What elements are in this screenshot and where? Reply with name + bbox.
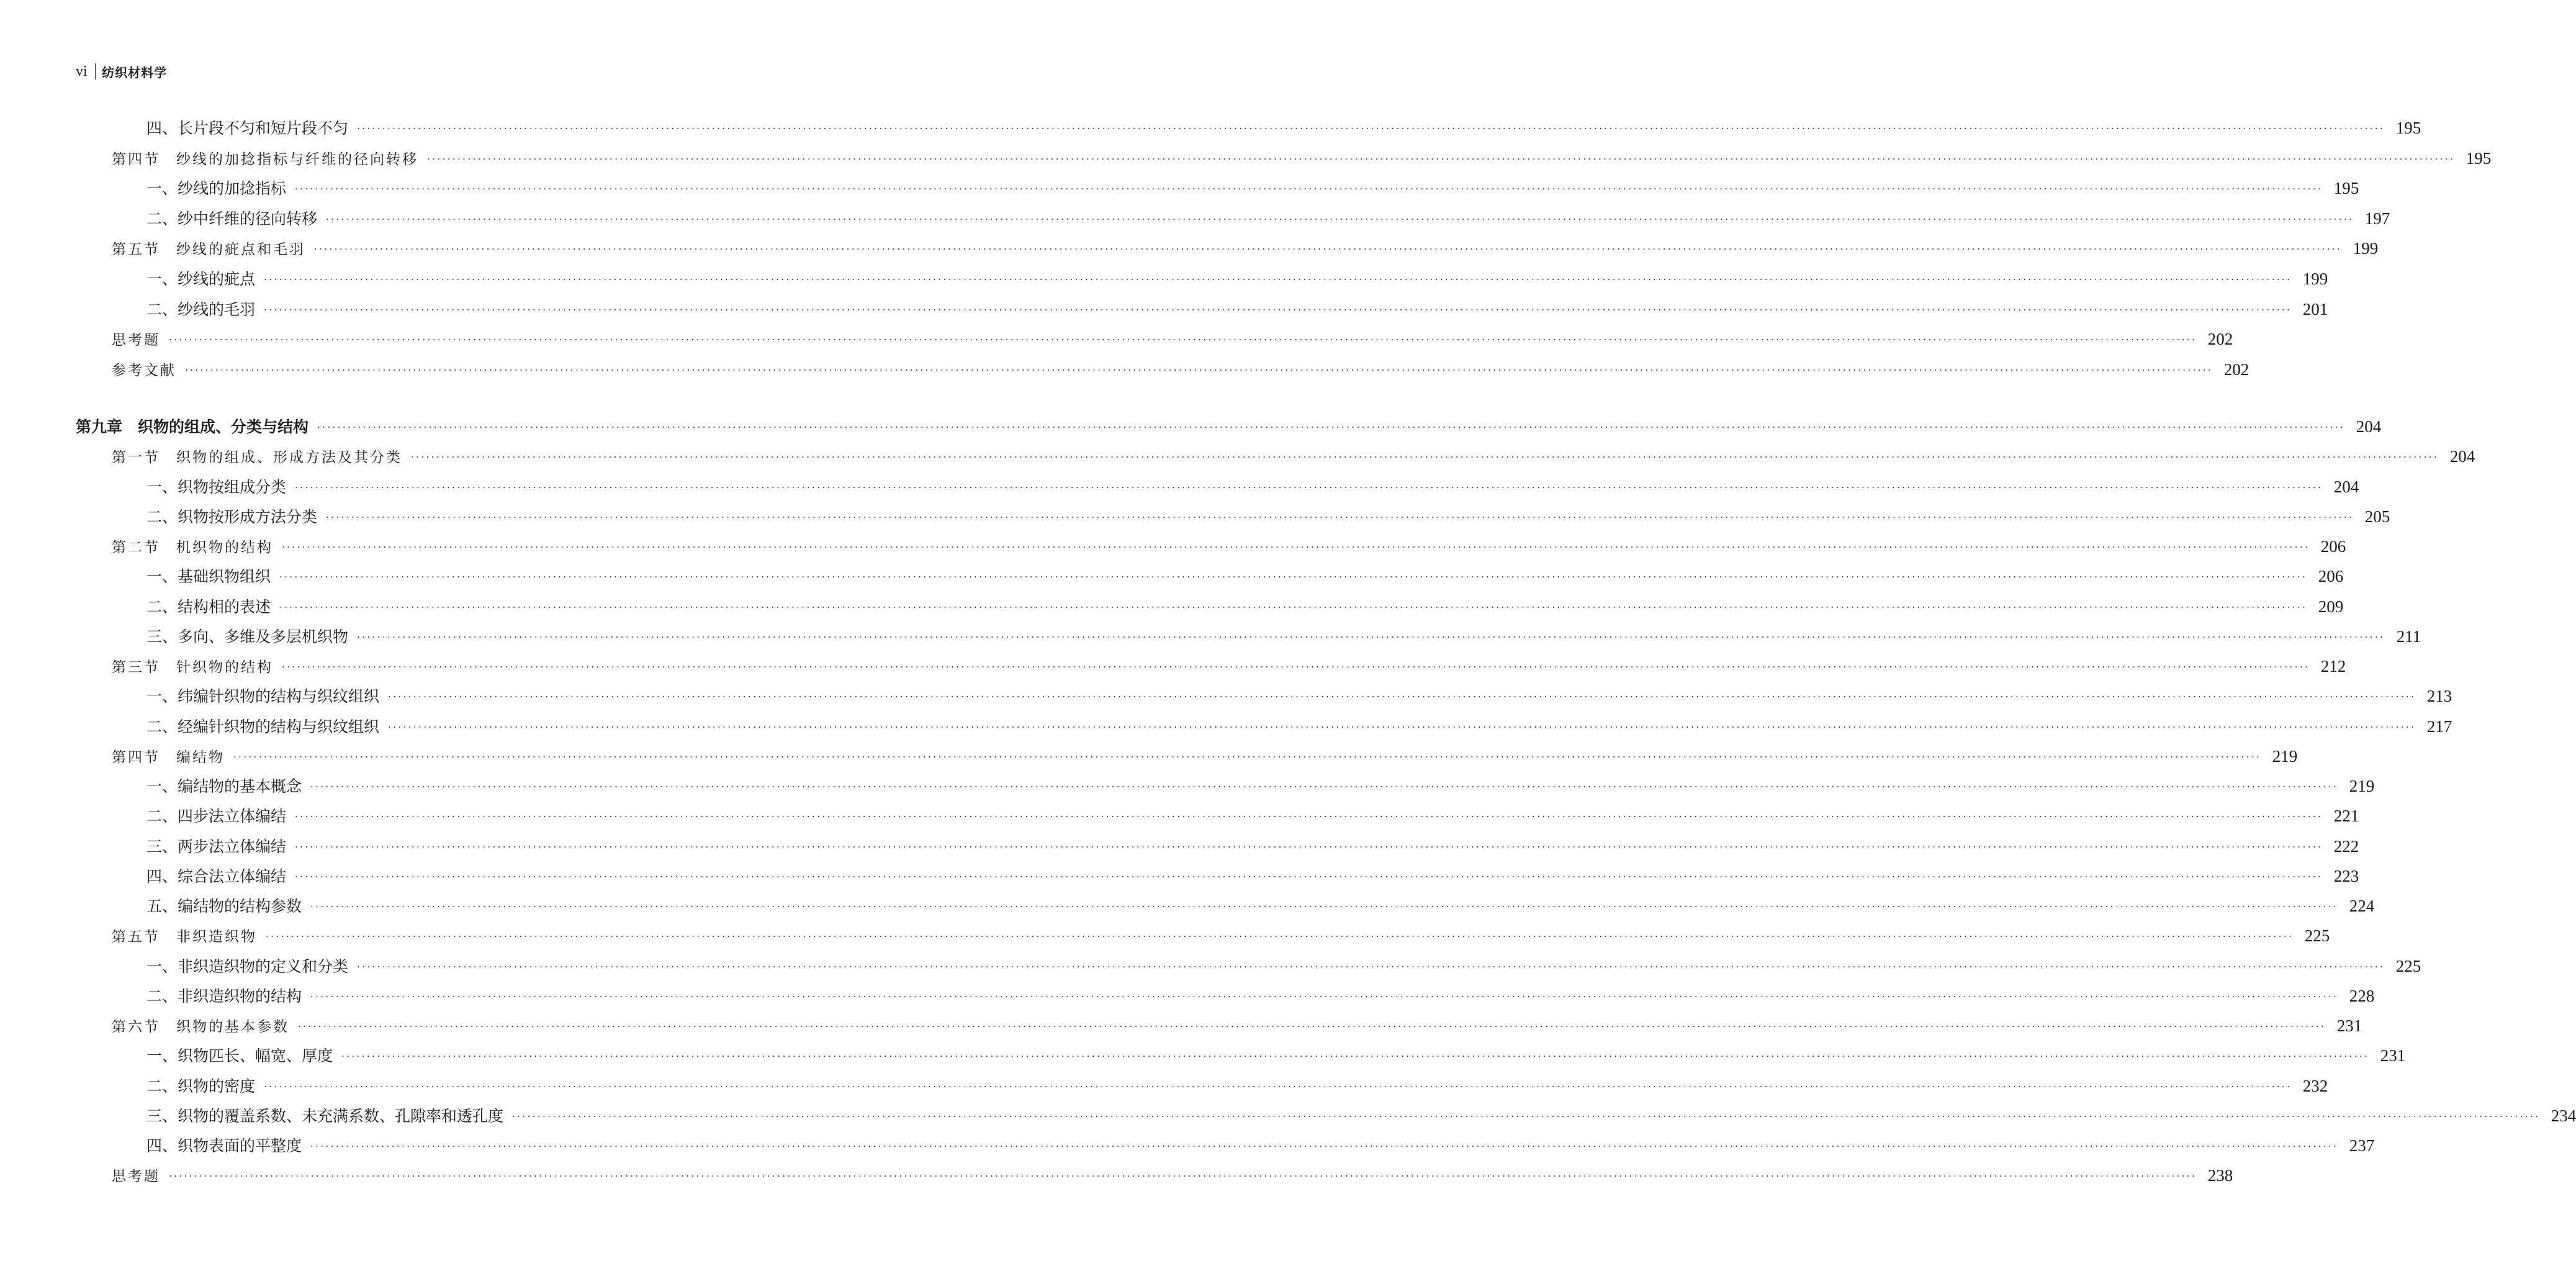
- toc-entry-title: 一、纬编针织物的结构与织纹组织: [146, 687, 380, 706]
- toc-leader-dots: ················································································································································································································································································································································································································: [264, 274, 2292, 285]
- toc-entry-item: [146, 774, 2375, 798]
- running-head: [76, 61, 167, 82]
- toc-leader-dots: ················································································································································································································································································································································································································: [310, 901, 2339, 912]
- toc-leader-dots: ················································································································································································································································································································································································································: [169, 334, 2197, 346]
- toc-entry-page: 217: [2426, 717, 2452, 736]
- toc-entry-item: [146, 1133, 2375, 1158]
- toc-leader-dots: ················································································································································································································································································································································································································: [314, 243, 2343, 255]
- toc-entry-title: 一、织物匹长、幅宽、厚度: [146, 1047, 333, 1065]
- toc-entry-page: 221: [2333, 807, 2359, 826]
- toc-entry-title: 二、四步法立体编结: [146, 807, 287, 826]
- toc-entry-title: 一、纱线的疵点: [146, 270, 256, 288]
- toc-entry-title: 二、结构相的表述: [146, 597, 271, 616]
- toc-entry-page: 219: [2349, 777, 2375, 795]
- toc-entry-item: [146, 1043, 2406, 1068]
- toc-entry-title: 三、两步法立体编结: [146, 837, 287, 856]
- toc-leader-dots: ················································································································································································································································································································································································································: [310, 781, 2339, 792]
- toc-entry-item: [146, 803, 2359, 828]
- toc-leader-dots: ················································································································································································································································································································································································································: [341, 1051, 2370, 1062]
- toc-entry-page: 206: [2318, 567, 2344, 586]
- toc-entry-title: 二、经编针织物的结构与织纹组织: [146, 717, 380, 736]
- toc-entry-page: 213: [2426, 687, 2452, 706]
- toc-entry-section: [112, 744, 2298, 769]
- toc-entry-title: 三、多向、多维及多层机织物: [146, 627, 349, 646]
- toc-leader-dots: ················································································································································································································································································································································································································: [279, 571, 2308, 583]
- toc-entry-item: [146, 834, 2359, 859]
- toc-leader-dots: ················································································································································································································································································································································································································: [295, 481, 2323, 493]
- toc-leader-dots: ················································································································································································································································································································································································································: [266, 931, 2294, 943]
- toc-entry-page: 238: [2207, 1166, 2233, 1185]
- toc-leader-dots: ················································································································································································································································································································································································································: [427, 153, 2456, 165]
- toc-leader-dots: ················································································································································································································································································································································································································: [295, 841, 2323, 853]
- toc-entry-page: 206: [2320, 537, 2346, 556]
- toc-entry-title: 二、织物的密度: [146, 1077, 256, 1095]
- toc-entry-page: 225: [2304, 926, 2330, 946]
- toc-entry-item: [146, 594, 2344, 619]
- toc-entry-page: 202: [2223, 360, 2249, 379]
- toc-entry-chapter: [76, 414, 2382, 439]
- toc-leader-dots: ················································································································································································································································································································································································································: [357, 123, 2385, 134]
- toc-leader-dots: ················································································································································································································································································································································································································: [357, 961, 2385, 972]
- toc-entry-title: 一、织物按组成分类: [146, 477, 287, 496]
- toc-entry-section: [112, 146, 2492, 171]
- toc-entry-item: [146, 504, 2390, 529]
- toc-entry-title: 思考题: [112, 332, 160, 349]
- toc-entry-item: [146, 1074, 2328, 1098]
- toc-entry-page: 223: [2333, 866, 2359, 885]
- toc-entry-page: 199: [2302, 269, 2328, 288]
- toc-entry-title: 第四节 纱线的加捻指标与纤维的径向转移: [112, 151, 418, 168]
- toc-entry-section: [112, 357, 2249, 382]
- toc-entry-title: 一、基础织物组织: [146, 568, 271, 586]
- toc-entry-page: 199: [2353, 239, 2379, 258]
- toc-entry-section: [112, 236, 2379, 261]
- toc-entry-item: [146, 115, 2421, 140]
- header-divider: [95, 63, 96, 79]
- toc-entry-page: 231: [2380, 1046, 2406, 1065]
- toc-entry-title: 第五节 非织造织物: [112, 929, 257, 946]
- toc-entry-page: 204: [2449, 447, 2475, 466]
- toc-leader-dots: ················································································································································································································································································································································································································: [295, 871, 2323, 882]
- toc-entry-section: [112, 534, 2346, 559]
- toc-entry-page: 211: [2396, 626, 2421, 646]
- toc-leader-dots: ················································································································································································································································································································································································································: [295, 811, 2323, 823]
- toc-entry-section: [112, 654, 2346, 679]
- toc-entry-title: 第二节 机织物的结构: [112, 540, 273, 556]
- toc-leader-dots: ················································································································································································································································································································································································································: [411, 451, 2439, 463]
- toc-entry-title: 一、非织造织物的定义和分类: [146, 957, 349, 975]
- toc-entry-page: 224: [2349, 897, 2375, 915]
- toc-entry-title: 第一节 织物的组成、形成方法及其分类: [112, 450, 402, 466]
- toc-entry-page: 232: [2302, 1076, 2328, 1095]
- toc-entry-title: 参考文献: [112, 362, 176, 379]
- toc-leader-dots: ················································································································································································································································································································································································································: [326, 511, 2354, 523]
- toc-entry-item: [146, 893, 2375, 918]
- toc-entry-page: 197: [2364, 209, 2390, 228]
- toc-leader-dots: ················································································································································································································································································································································································································: [512, 1110, 2541, 1122]
- toc-entry-item: [146, 954, 2421, 979]
- toc-leader-dots: ················································································································································································································································································································································································································: [233, 751, 2262, 762]
- toc-leader-dots: ················································································································································································································································································································································································································: [169, 1170, 2197, 1182]
- toc-entry-page: 212: [2320, 657, 2346, 676]
- toc-leader-dots: ················································································································································································································································································································································································································: [310, 990, 2339, 1002]
- toc-entry-title: 二、非织造织物的结构: [146, 987, 302, 1005]
- toc-leader-dots: ················································································································································································································································································································································································································: [185, 364, 2213, 376]
- toc-leader-dots: ················································································································································································································································································································································································································: [295, 183, 2323, 195]
- toc-entry-page: 202: [2207, 330, 2233, 349]
- toc-leader-dots: ················································································································································································································································································································································································································: [264, 304, 2292, 315]
- toc-entry-title: 四、长片段不匀和短片段不匀: [146, 119, 349, 137]
- toc-entry-page: 209: [2318, 597, 2344, 616]
- toc-entry-title: 二、纱中纤维的径向转移: [146, 209, 318, 228]
- toc-leader-dots: ················································································································································································································································································································································································································: [357, 631, 2385, 643]
- toc-leader-dots: ················································································································································································································································································································································································································: [317, 422, 2346, 433]
- toc-entry-page: 204: [2333, 477, 2359, 496]
- toc-entry-item: [146, 624, 2421, 649]
- toc-entry-page: 222: [2333, 836, 2359, 856]
- toc-entry-section: [112, 923, 2330, 948]
- toc-leader-dots: ················································································································································································································································································································································································································: [388, 691, 2416, 703]
- toc-entry-title: 三、织物的覆盖系数、未充满系数、孔隙率和透孔度: [146, 1106, 504, 1125]
- toc-entry-page: 225: [2395, 956, 2421, 975]
- toc-entry-item: [146, 206, 2390, 231]
- toc-entry-title: 一、编结物的基本概念: [146, 777, 302, 795]
- toc-entry-page: 195: [2466, 148, 2492, 168]
- toc-entry-title: 第六节 织物的基本参数: [112, 1019, 289, 1035]
- toc-entry-item: [146, 864, 2359, 889]
- toc-entry-item: [146, 564, 2344, 589]
- toc-entry-title: 第五节 纱线的疵点和毛羽: [112, 242, 305, 258]
- toc-leader-dots: ················································································································································································································································································································································································································: [298, 1021, 2326, 1032]
- toc-entry-section: [112, 1013, 2362, 1038]
- toc-leader-dots: ················································································································································································································································································································································································································: [264, 1080, 2292, 1092]
- toc-entry-title: 四、综合法立体编结: [146, 867, 287, 885]
- toc-leader-dots: ················································································································································································································································································································································································································: [326, 213, 2354, 225]
- toc-entry-section: [112, 444, 2475, 469]
- toc-leader-dots: ················································································································································································································································································································································································································: [282, 661, 2310, 672]
- toc-entry-title: 二、织物按形成方法分类: [146, 507, 318, 526]
- toc-entry-item: [146, 474, 2359, 499]
- toc-leader-dots: ················································································································································································································································································································································································································: [279, 601, 2308, 613]
- toc-entry-page: 201: [2302, 299, 2328, 319]
- toc-entry-item: [146, 714, 2452, 739]
- toc-leader-dots: ················································································································································································································································································································································································································: [310, 1141, 2339, 1152]
- toc-entry-title: 二、纱线的毛羽: [146, 300, 256, 319]
- toc-entry-page: 237: [2349, 1136, 2375, 1155]
- toc-entry-page: 205: [2364, 507, 2390, 526]
- toc-entry-title: 四、织物表面的平整度: [146, 1137, 302, 1155]
- toc-entry-item: [146, 684, 2452, 708]
- toc-entry-title: 思考题: [112, 1169, 160, 1185]
- toc-entry-title: 第九章 织物的组成、分类与结构: [76, 418, 309, 436]
- toc-entry-title: 一、纱线的加捻指标: [146, 179, 287, 198]
- toc-entry-title: 第四节 编结物: [112, 749, 225, 766]
- toc-entry-item: [146, 1103, 2576, 1128]
- toc-entry-section: [112, 327, 2233, 351]
- toc-entry-item: [146, 176, 2359, 201]
- toc-entry-title: 五、编结物的结构参数: [146, 897, 302, 915]
- toc-entry-page: 234: [2551, 1106, 2576, 1125]
- toc-entry-section: [112, 1163, 2233, 1188]
- toc-entry-page: 195: [2395, 119, 2421, 137]
- toc-entry-page: 204: [2356, 417, 2382, 436]
- page-number: vi: [76, 63, 88, 79]
- toc-entry-item: [146, 297, 2328, 322]
- toc-entry-item: [146, 266, 2328, 291]
- toc-entry-item: [146, 984, 2375, 1008]
- toc-entry-title: 第三节 针织物的结构: [112, 659, 273, 676]
- toc-entry-page: 219: [2272, 746, 2298, 766]
- toc-entry-page: 195: [2333, 179, 2359, 198]
- toc-leader-dots: ················································································································································································································································································································································································································: [388, 721, 2416, 733]
- book-title: 纺织材料学: [102, 65, 168, 80]
- toc-leader-dots: ················································································································································································································································································································································································································: [282, 541, 2310, 553]
- toc-entry-page: 231: [2336, 1016, 2362, 1035]
- toc-entry-page: 228: [2349, 986, 2375, 1005]
